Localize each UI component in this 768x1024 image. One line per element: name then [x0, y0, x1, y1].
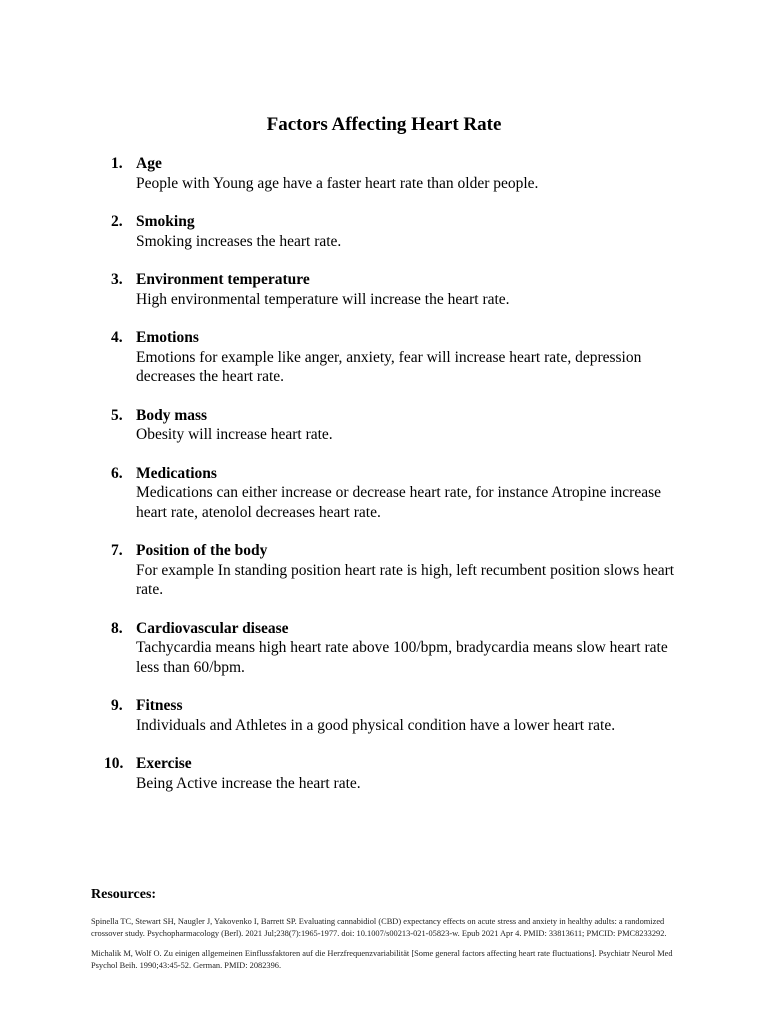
factor-heading: Body mass [136, 406, 208, 424]
factor-description: High environmental temperature will increase the heart rate. [136, 290, 510, 308]
page-title: Factors Affecting Heart Rate [266, 114, 502, 135]
factor-description: Medications can either increase or decrease heart rate, for instance Atropine increase heart rate, atenolol decreases heart rate. [136, 484, 662, 521]
factor-heading: Position of the body [136, 542, 268, 559]
list-item [108, 406, 708, 445]
factor-heading: Fitness [136, 697, 183, 714]
list-number: 9. [111, 697, 123, 714]
list-item [108, 212, 708, 251]
reference-citation: Michalik M, Wolf O. Zu einigen allgemeinen Einflussfaktoren auf die Herzfrequenzvariabilität [Some general factors affecting heart rate fluctuations]. Psychiatr Neurol Med Psychol Beih. 1990;43:45-52. German. PMID: 2082396. [91, 949, 673, 970]
factor-description: For example In standing position heart rate is high, left recumbent position slows heart rate. [136, 561, 675, 598]
factor-heading: Smoking [136, 213, 195, 230]
list-item [104, 754, 708, 793]
list-item [108, 270, 708, 309]
list-number: 8. [111, 619, 123, 637]
list-number: 1. [111, 155, 123, 172]
factor-list [104, 154, 708, 812]
factor-description: People with Young age have a faster heart rate than older people. [136, 174, 539, 192]
factor-heading: Emotions [136, 329, 199, 346]
factor-heading: Exercise [136, 755, 192, 772]
reference-citation: Spinella TC, Stewart SH, Naugler J, Yakovenko I, Barrett SP. Evaluating cannabidiol (CBD) expectancy effects on acute stress and anxiety in healthy adults: a randomized crossover study. Psychopharmacology (Berl). 2021 Jul;238(7):1965-1977. doi: 10.1007/s00213-021-05823-w. Epub 2021 Apr 4. PMID: 33813611; PMCID: PMC8233292. [91, 917, 667, 938]
factor-heading: Medications [136, 464, 217, 482]
factor-description: Tachycardia means high heart rate above 100/bpm, bradycardia means slow heart rate less than 60/bpm. [136, 639, 668, 676]
list-number: 6. [111, 464, 123, 482]
factor-description: Obesity will increase heart rate. [136, 426, 333, 443]
factor-heading: Environment temperature [136, 271, 310, 288]
list-number: 4. [111, 329, 123, 346]
list-item [108, 541, 708, 600]
list-item [108, 464, 708, 523]
factor-description: Individuals and Athletes in a good physical condition have a lower heart rate. [136, 716, 616, 734]
list-number: 2. [111, 213, 123, 230]
list-number: 10. [104, 755, 124, 772]
list-item [108, 154, 708, 193]
list-number: 3. [111, 271, 123, 288]
resources-heading: Resources: [91, 887, 157, 902]
list-item [108, 619, 708, 678]
list-item [108, 696, 708, 735]
factor-heading: Cardiovascular disease [136, 619, 289, 637]
list-number: 5. [111, 406, 123, 424]
factor-description: Smoking increases the heart rate. [136, 232, 342, 250]
resources-section [91, 886, 691, 980]
list-number: 7. [111, 542, 123, 559]
list-item [108, 328, 708, 387]
factor-heading: Age [136, 155, 162, 172]
factor-description: Emotions for example like anger, anxiety, fear will increase heart rate, depression decreases the heart rate. [136, 348, 642, 385]
factor-description: Being Active increase the heart rate. [136, 774, 361, 792]
